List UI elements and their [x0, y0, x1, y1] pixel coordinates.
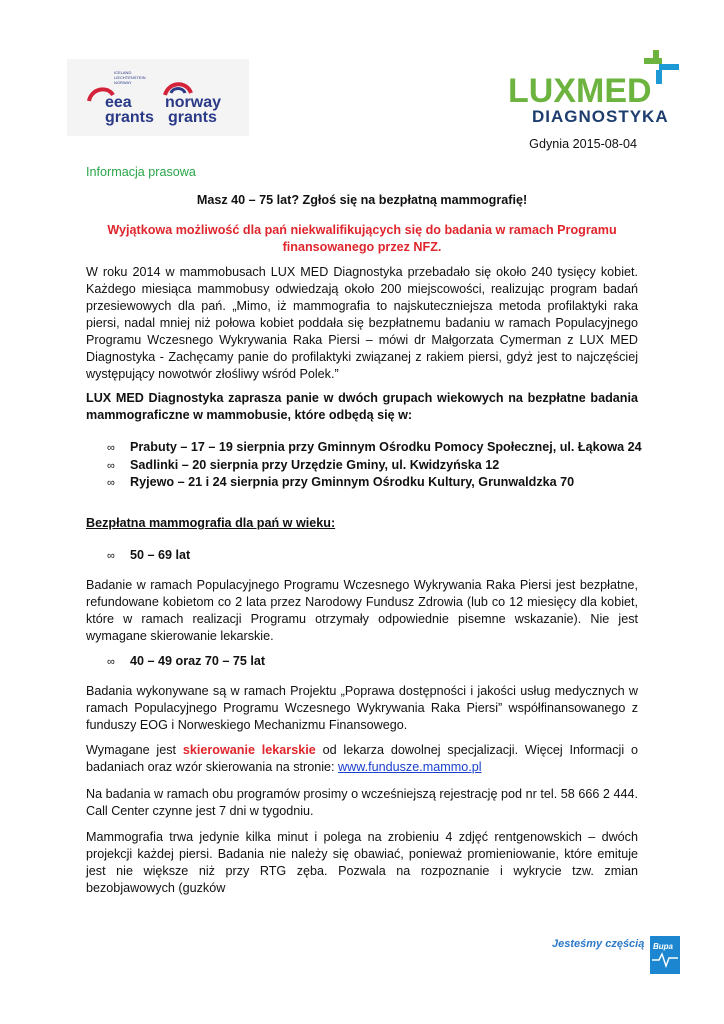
- age-group-1-label: 50 – 69 lat: [130, 548, 191, 562]
- fundusze-link[interactable]: www.fundusze.mammo.pl: [338, 760, 482, 774]
- list-item: [107, 475, 574, 489]
- referral-highlight: skierowanie lekarskie: [182, 743, 316, 757]
- luxmed-wordmark: LUXMED: [508, 72, 652, 110]
- norway-grants-word: grants: [168, 109, 217, 126]
- bupa-footer: [552, 936, 680, 974]
- diagnostyka-wordmark: DIAGNOSTYKA: [532, 107, 669, 124]
- referral-text-start: Wymagane jest: [86, 743, 183, 757]
- eea-word: eea: [105, 94, 132, 111]
- logo-small-line-1: ICELAND: [114, 70, 132, 75]
- subheadline: Wyjątkowa możliwość dla pań niekwalifikujących się do badania w ramach Programu finansowanego przez NFZ.: [107, 223, 617, 254]
- closing-paragraph: Mammografia trwa jedynie kilka minut i polega na zrobieniu 4 zdjęć rentgenowskich – dwóch projekcji każdej piersi. Badania nie należy się obawiać, ponieważ promieniowanie, które emituje jest nie większe niż przy RTG zęba. Pozwala na rozpoznanie i wykrycie tzw. zmian bezobjawowych (guzków: [86, 830, 638, 895]
- logo-small-line-3: NORWAY: [114, 80, 132, 85]
- section-title: Bezpłatna mammografia dla pań w wieku:: [86, 516, 336, 530]
- infinity-bullet-icon: ∞: [107, 477, 115, 489]
- invite-paragraph: LUX MED Diagnostyka zaprasza panie w dwóch grupach wiekowych na bezpłatne badania mammograficzne w mammobusie, które odbędą się w:: [86, 391, 638, 422]
- age-group-1-text: Badanie w ramach Populacyjnego Programu Wczesnego Wykrywania Raka Piersi jest bezpłatne, refundowane kobietom co 2 lata przez Narodowy Fundusz Zdrowia (lub co 12 miesięcy dla kobiet, które w ramach realizacji Programu otrzymały odpowiednie pisemne wskazanie). Nie jest wymagane skierowanie lekarskie.: [86, 578, 638, 643]
- list-item: [107, 440, 642, 454]
- bupa-logo: [650, 936, 680, 974]
- location-prabuty: Prabuty – 17 – 19 sierpnia przy Gminnym Ośrodku Pomocy Społecznej, ul. Łąkowa 24: [130, 440, 642, 454]
- bupa-tagline: Jesteśmy częścią: [552, 938, 645, 950]
- press-release-label: Informacja prasowa: [86, 165, 196, 179]
- location-ryjewo: Ryjewo – 21 i 24 sierpnia przy Gminnym Ośrodku Kultury, Grunwaldzka 70: [130, 475, 575, 489]
- list-item: [107, 458, 499, 472]
- document-date: Gdynia 2015-08-04: [529, 137, 637, 151]
- referral-text-end: od lekarza dowolnej specjalizacji. Więcej Informacji o badaniach oraz wzór skierowania na stronie:: [86, 743, 638, 774]
- intro-paragraph: W roku 2014 w mammobusach LUX MED Diagnostyka przebadało się około 240 tysięcy kobiet. Każdego miesiąca mammobusy odwiedzają około 200 miejscowości, realizując program badań przesiewowych dla pań. „Mimo, iż mammografia to najskuteczniejsza metoda profilaktyki raka piersi, nadal mniej niż połowa kobiet poddała się bezpłatnemu badaniu w ramach Populacyjnego Programu Wczesnego Wykrywania Raka Piersi – mówi dr Małgorzata Cymerman z LUX MED Diagnostyka - Zachęcamy panie do profilaktyki związanej z rakiem piersi, gdyż jest to najczęściej występujący nowotwór złośliwy wśród Polek.”: [86, 265, 638, 381]
- age-group-heading: [107, 548, 190, 562]
- bupa-wordmark: Bupa: [652, 942, 673, 951]
- logo-small-line-2: LIECHTENSTEIN: [114, 75, 146, 80]
- infinity-bullet-icon: ∞: [107, 460, 115, 472]
- norway-word: norway: [165, 94, 222, 111]
- eea-grants-word: grants: [105, 109, 154, 126]
- infinity-bullet-icon: ∞: [107, 550, 115, 562]
- age-group-2-label: 40 – 49 oraz 70 – 75 lat: [130, 654, 266, 668]
- registration-paragraph: Na badania w ramach obu programów prosimy o wcześniejszą rejestrację pod nr tel. 58 666 2 444. Call Center czynne jest 7 dni w tygodniu.: [86, 787, 638, 818]
- location-sadlinki: Sadlinki – 20 sierpnia przy Urzędzie Gminy, ul. Kwidzyńska 12: [130, 458, 500, 472]
- infinity-bullet-icon: ∞: [107, 442, 115, 454]
- age-group-2-text: Badania wykonywane są w ramach Projektu „Poprawa dostępności i jakości usług medycznych w ramach Populacyjnego Programu Wczesnego Wykrywania Raka Piersi” współfinansowanego z funduszy EOG i Norweskiego Mechanizmu Finansowego.: [86, 684, 638, 732]
- luxmed-diagnostyka-logo: [508, 50, 686, 124]
- headline: Masz 40 – 75 lat? Zgłoś się na bezpłatną mammografię!: [196, 193, 528, 207]
- age-group-heading: [107, 654, 265, 668]
- infinity-bullet-icon: ∞: [107, 656, 115, 668]
- referral-paragraph: [86, 742, 638, 776]
- eea-norway-grants-logo: [67, 59, 249, 136]
